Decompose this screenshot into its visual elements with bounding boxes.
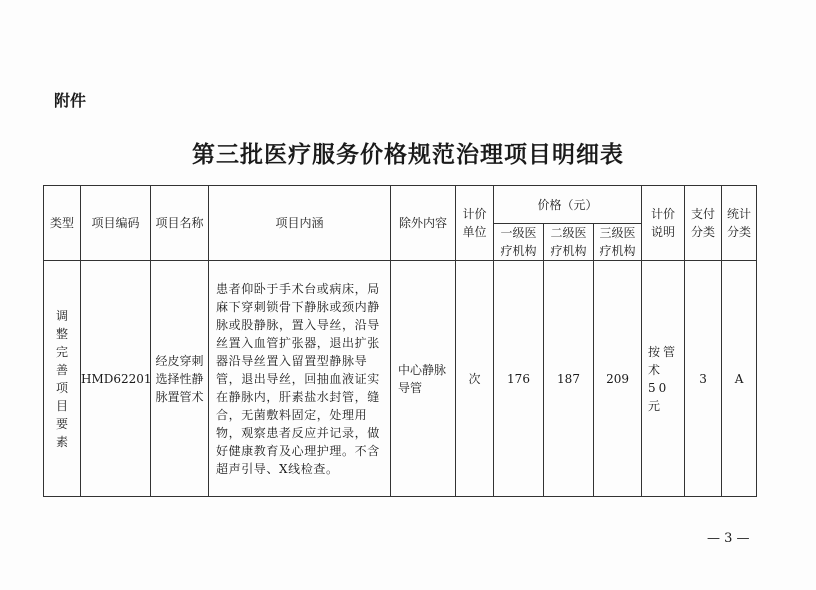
header-stat: 统计分类 [722,186,757,261]
page-number: — 3 — [707,531,750,546]
header-level2: 二级医疗机构 [544,224,594,261]
cell-stat: A [722,261,757,497]
cell-level1-price: 176 [494,261,544,497]
page-title: 第三批医疗服务价格规范治理项目明细表 [192,141,624,168]
price-detail-table [43,185,757,497]
cell-unit: 次 [456,261,494,497]
cell-code: HMD62201 [81,261,151,497]
cell-content: 患者仰卧于手术台或病床，局麻下穿刺锁骨下静脉或颈内静脉或股静脉，置入导丝，沿导丝置入血管扩张器，退出扩张器沿导丝置入留置型静脉导管，退出导丝，回抽血液证实在静脉内，肝素盐水封管，缝合，无菌敷料固定，处理用物，观察患者反应并记录，做好健康教育及心理护理。不含超声引导、X线检查。 [209,261,391,497]
cell-name: 经皮穿刺选择性静脉置管术 [151,261,209,497]
table-row [44,261,757,497]
cell-level2-price: 187 [544,261,594,497]
header-exclusions: 除外内容 [391,186,456,261]
header-level1: 一级医疗机构 [494,224,544,261]
header-level3: 三级医疗机构 [594,224,642,261]
cell-exclusions: 中心静脉导管 [391,261,456,497]
header-price-group: 价格（元） [494,186,642,224]
header-code: 项目编码 [81,186,151,261]
attachment-label: 附件 [54,91,87,110]
cell-type: 调整完善项目要素 [44,261,81,497]
header-content: 项目内涵 [209,186,391,261]
cell-payment: 3 [685,261,722,497]
cell-pricing-note: 按管术50元 [642,261,685,497]
header-unit: 计价单位 [456,186,494,261]
cell-level3-price: 209 [594,261,642,497]
header-payment: 支付分类 [685,186,722,261]
header-name: 项目名称 [151,186,209,261]
header-pricing-note: 计价说明 [642,186,685,261]
header-type: 类型 [44,186,81,261]
